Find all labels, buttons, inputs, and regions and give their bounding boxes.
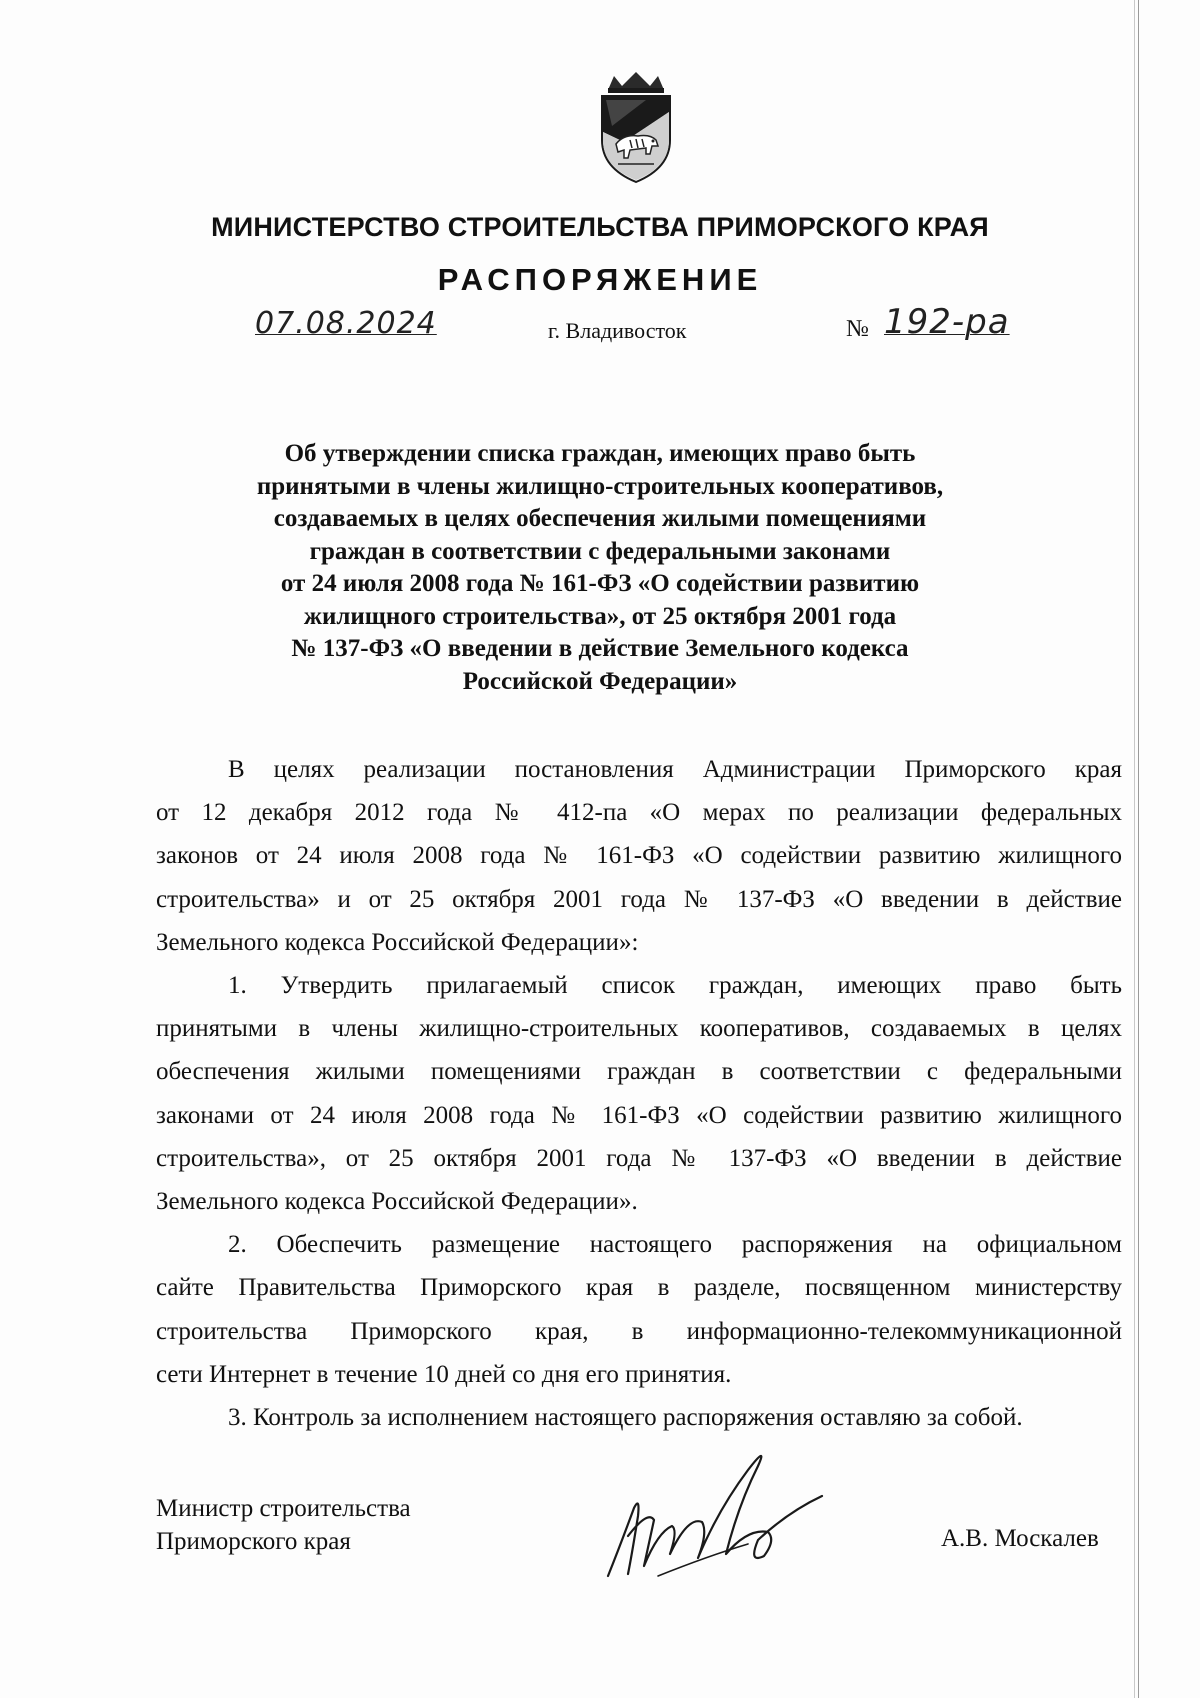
document-type-heading: РАСПОРЯЖЕНИЕ — [437, 262, 763, 297]
handwritten-signature — [598, 1436, 828, 1586]
body-line: В целях реализации постановления Администрации Приморского края — [228, 756, 1122, 783]
item-2-paragraph — [156, 1223, 1122, 1396]
position-line: Министр строительства — [156, 1495, 411, 1522]
preamble-paragraph — [156, 748, 1122, 964]
body-line: сайте Правительства Приморского края в разделе, посвященном министерству — [156, 1274, 1122, 1302]
document-number: 192-ра — [884, 302, 1010, 342]
item-1-paragraph — [156, 964, 1122, 1223]
body-line: строительства» и от 25 октября 2001 года № 137-ФЗ «О введении в действие — [156, 885, 1122, 913]
body-line: Земельного кодекса Российской Федерации»: — [156, 928, 639, 956]
body-line: законов от 24 июля 2008 года № 161-ФЗ «О содействии развитию жилищного — [156, 842, 1122, 870]
item-3-paragraph — [156, 1396, 1122, 1439]
body-line: законами от 24 июля 2008 года № 161-ФЗ «О содействии развитию жилищного — [156, 1101, 1122, 1129]
body-line: от 12 декабря 2012 года № 412-па «О мерах по реализации федеральных — [156, 799, 1122, 827]
body-line: строительства», от 25 октября 2001 года № 137-ФЗ «О введении в действие — [156, 1144, 1122, 1172]
scan-edge-line — [1138, 0, 1139, 1698]
body-line: сети Интернет в течение 10 дней со дня его принятия. — [156, 1360, 732, 1388]
document-date: 07.08.2024 — [255, 306, 437, 341]
signatory-name: А.В. Москалев — [941, 1525, 1099, 1552]
document-body — [156, 748, 1122, 1439]
document-subject — [240, 438, 960, 698]
subject-line: Об утверждении списка граждан, имеющих право быть — [284, 440, 916, 467]
body-line: Земельного кодекса Российской Федерации». — [156, 1188, 638, 1216]
position-line: Приморского края — [156, 1528, 351, 1555]
subject-line: № 137-ФЗ «О введении в действие Земельного кодекса — [291, 635, 909, 662]
ministry-name: МИНИСТЕРСТВО СТРОИТЕЛЬСТВА ПРИМОРСКОГО КРАЯ — [211, 212, 989, 242]
body-line: 1. Утвердить прилагаемый список граждан, имеющих право быть — [228, 972, 1122, 1000]
body-line: 2. Обеспечить размещение настоящего распоряжения на официальном — [228, 1231, 1122, 1259]
body-line: строительства Приморского края, в информационно-телекоммуникационной — [156, 1317, 1122, 1345]
subject-line: создаваемых в целях обеспечения жилыми помещениями — [273, 505, 927, 532]
subject-line: принятыми в члены жилищно-строительных кооперативов, — [256, 472, 944, 500]
document-number-prefix: № — [846, 316, 869, 342]
coat-of-arms-icon — [594, 72, 678, 184]
body-line: обеспечения жилыми помещениями граждан в соответствии с федеральными — [156, 1058, 1122, 1086]
subject-line: от 24 июля 2008 года № 161-ФЗ «О содействии развитию — [280, 570, 920, 597]
signatory-position — [156, 1492, 411, 1558]
scan-edge-line — [1134, 0, 1135, 1698]
subject-line: жилищного строительства», от 25 октября 2001 года — [303, 602, 897, 630]
body-line: 3. Контроль за исполнением настоящего распоряжения оставляю за собой. — [228, 1404, 1023, 1432]
document-city: г. Владивосток — [548, 318, 687, 343]
subject-line: Российской Федерации» — [462, 667, 738, 695]
subject-line: граждан в соответствии с федеральными законами — [309, 537, 891, 565]
body-line: принятыми в члены жилищно-строительных кооперативов, создаваемых в целях — [156, 1015, 1122, 1043]
